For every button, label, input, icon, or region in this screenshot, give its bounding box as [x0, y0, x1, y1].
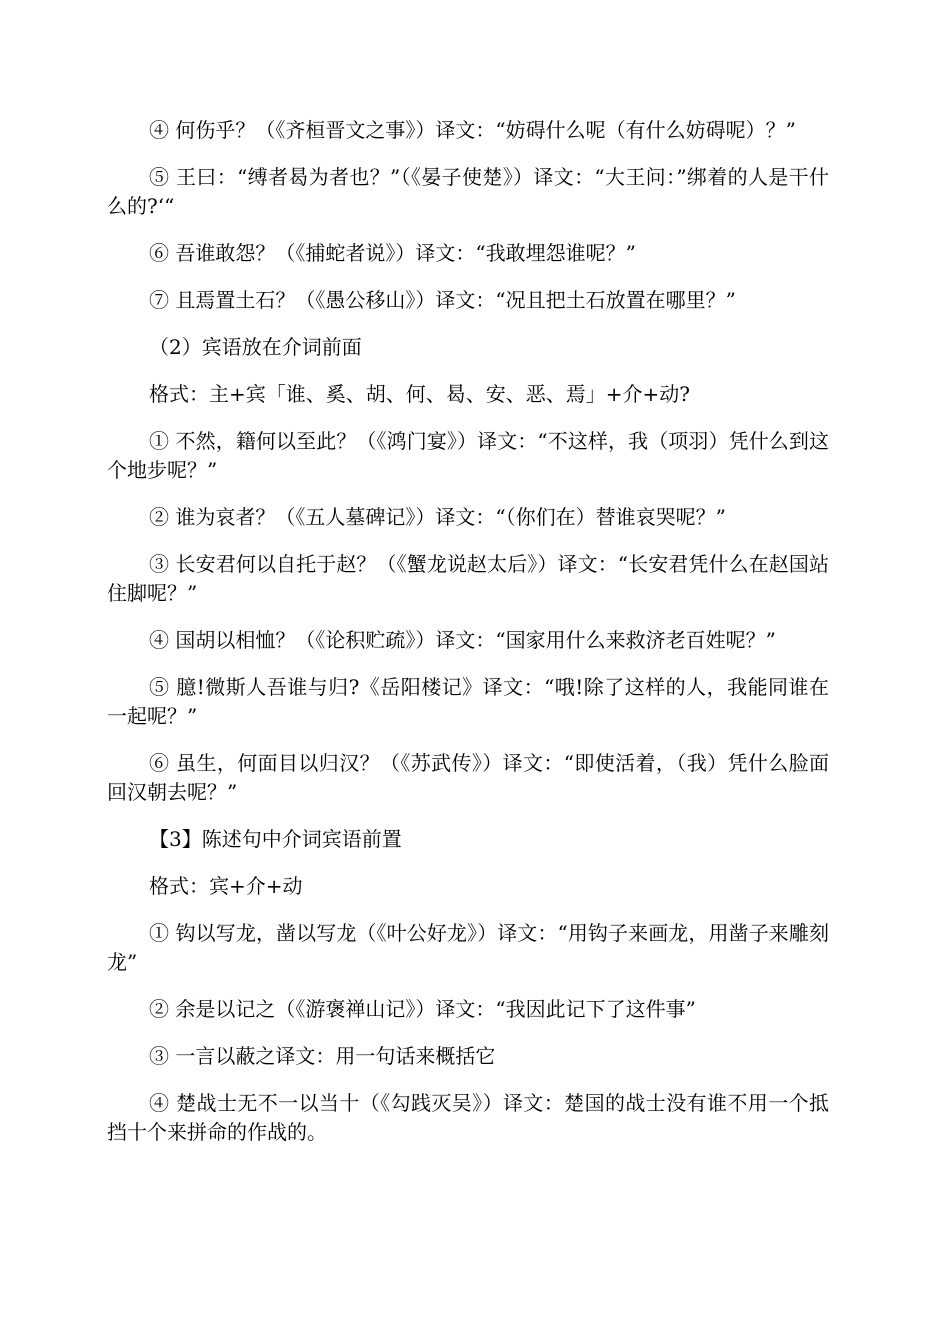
paragraph-example-5-yi: ⑤ 臆!微斯人吾谁与归?《岳阳楼记》译文：“哦!除了这样的人，我能同谁在一起呢？”: [107, 675, 829, 728]
paragraph-example-2-yushiyi: ② 余是以记之（《游褒禅山记》）译文：“我因此记下了这件事”: [149, 997, 696, 1021]
paragraph-example-4-guohu: ④ 国胡以相恤？（《论积贮疏》）译文：“国家用什么来救济老百姓呢？”: [149, 628, 776, 652]
paragraph-example-1-buran: ① 不然，籍何以至此？（《鸿门宴》）译文：“不这样，我（项羽）凭什么到这个地步呢？”: [107, 429, 829, 482]
paragraph-example-1-gouyi: ① 钩以写龙，凿以写龙（《叶公好龙》）译文：“用钩子来画龙，用凿子来雕刻龙”: [107, 921, 829, 974]
document-body: [107, 116, 829, 1165]
paragraph-example-7-qieyan: ⑦ 且焉置土石？（《愚公移山》）译文：“况且把土石放置在哪里？”: [149, 288, 736, 312]
paragraph-example-2-shuiwei: ② 谁为哀者？（《五人墓碑记》）译文：“（你们在）替谁哀哭呢？”: [149, 505, 726, 529]
paragraph-example-4-chuzhanshi: ④ 楚战士无不一以当十（《勾践灭吴》）译文：楚国的战士没有谁不用一个抵挡十个来拼命的作战的。: [107, 1091, 829, 1144]
paragraph-example-5-wangyue: ⑤ 王曰：“缚者曷为者也？”（《晏子使楚》）译文：“大王问：”绑着的人是干什么的?‘“: [107, 165, 829, 218]
format-rule-3: 格式：宾+介+动: [149, 874, 303, 898]
section-heading-3: 【3】陈述句中介词宾语前置: [149, 827, 402, 851]
section-heading-2: （2）宾语放在介词前面: [149, 335, 362, 359]
format-rule-2: 格式：主+宾「谁、奚、胡、何、曷、安、恶、焉」+介+动?: [149, 382, 690, 406]
paragraph-example-4-heshanghu: ④ 何伤乎？（《齐桓晋文之事》）译文：“妨碍什么呢（有什么妨碍呢）？”: [149, 118, 796, 142]
paragraph-example-3-yiyan: ③ 一言以蔽之译文：用一句话来概括它: [149, 1044, 496, 1068]
paragraph-example-6-wushuigan: ⑥ 吾谁敢怨？（《捕蛇者说》）译文：“我敢埋怨谁呢？”: [149, 241, 636, 265]
paragraph-example-6-suisheng: ⑥ 虽生，何面目以归汉？（《苏武传》）译文：“即使活着，（我）凭什么脸面回汉朝去呢？”: [107, 751, 829, 804]
paragraph-example-3-changanjun: ③ 长安君何以自托于赵？（《蟹龙说赵太后》）译文：“长安君凭什么在赵国站住脚呢？”: [107, 552, 829, 605]
